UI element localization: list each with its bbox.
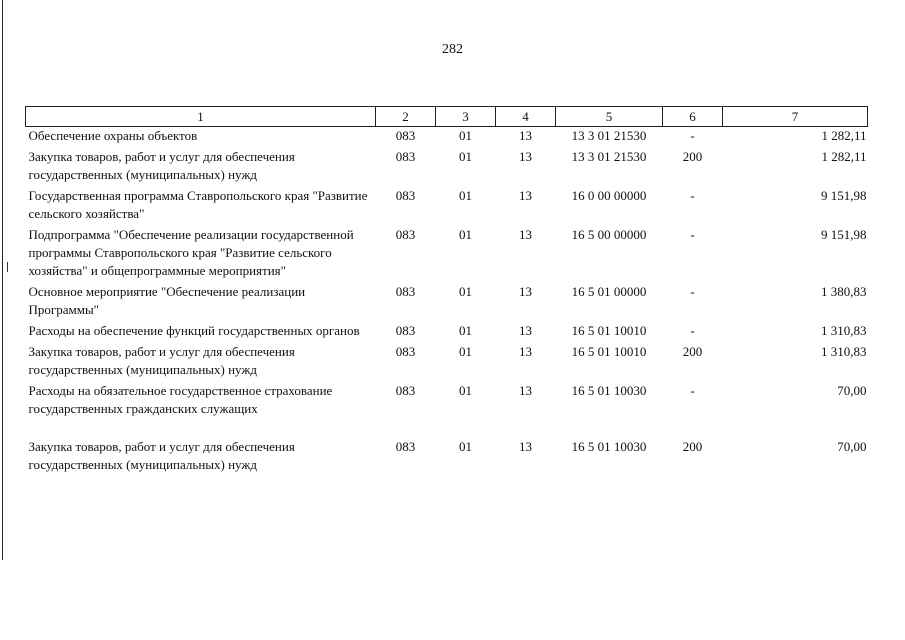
- row-section-code: 01: [459, 128, 472, 143]
- row-expense-type: -: [690, 188, 695, 203]
- table-row: [26, 343, 868, 382]
- header-col-5: 5: [556, 107, 663, 127]
- row-section-code: 01: [459, 149, 472, 164]
- left-margin-mark: [7, 262, 8, 272]
- row-subsection-code: 13: [519, 284, 532, 299]
- row-ministry-code: 083: [395, 383, 416, 398]
- row-section-code: 01: [459, 383, 472, 398]
- header-col-1: 1: [26, 107, 376, 127]
- row-target-article: 16 5 01 10030: [571, 383, 647, 398]
- row-section-code: 01: [459, 323, 472, 338]
- table-row: [26, 127, 868, 149]
- row-subsection-code: 13: [519, 323, 532, 338]
- row-expense-type: -: [690, 323, 695, 338]
- row-name: Государственная программа Ставропольского края "Развитие сельского хозяйства": [28, 188, 368, 221]
- row-amount: 70,00: [837, 439, 867, 454]
- row-target-article: 16 5 01 00000: [571, 284, 647, 299]
- row-expense-type: 200: [682, 439, 703, 454]
- table-row: [26, 382, 868, 438]
- row-section-code: 01: [459, 344, 472, 359]
- row-subsection-code: 13: [519, 344, 532, 359]
- row-subsection-code: 13: [519, 149, 532, 164]
- row-amount: 1 310,83: [821, 323, 867, 338]
- row-name: Закупка товаров, работ и услуг для обеспечения государственных (муниципальных) нужд: [28, 344, 295, 377]
- row-ministry-code: 083: [395, 149, 416, 164]
- row-subsection-code: 13: [519, 128, 532, 143]
- row-target-article: 16 5 01 10010: [571, 344, 647, 359]
- row-section-code: 01: [459, 284, 472, 299]
- table-row: [26, 148, 868, 187]
- table-row: [26, 322, 868, 343]
- row-amount: 70,00: [837, 383, 867, 398]
- row-name: Расходы на обеспечение функций государственных органов: [28, 323, 360, 338]
- row-ministry-code: 083: [395, 344, 416, 359]
- row-subsection-code: 13: [519, 383, 532, 398]
- row-subsection-code: 13: [519, 188, 532, 203]
- row-ministry-code: 083: [395, 128, 416, 143]
- row-target-article: 16 5 00 00000: [571, 227, 647, 242]
- row-target-article: 16 5 01 10010: [571, 323, 647, 338]
- row-amount: 1 282,11: [821, 149, 867, 164]
- row-target-article: 13 3 01 21530: [571, 128, 647, 143]
- row-target-article: 13 3 01 21530: [571, 149, 647, 164]
- row-name: Расходы на обязательное государственное страхование государственных гражданских служащих: [28, 383, 333, 416]
- row-expense-type: 200: [682, 344, 703, 359]
- row-amount: 9 151,98: [821, 188, 867, 203]
- header-col-4: 4: [496, 107, 556, 127]
- row-amount: 9 151,98: [821, 227, 867, 242]
- row-ministry-code: 083: [395, 323, 416, 338]
- row-amount: 1 310,83: [821, 344, 867, 359]
- row-expense-type: -: [690, 128, 695, 143]
- header-col-6: 6: [663, 107, 723, 127]
- table-row: [26, 226, 868, 283]
- row-target-article: 16 0 00 00000: [571, 188, 647, 203]
- row-ministry-code: 083: [395, 188, 416, 203]
- row-amount: 1 380,83: [821, 284, 867, 299]
- budget-table: [25, 106, 868, 477]
- table-row: [26, 283, 868, 322]
- left-margin-rule: [2, 0, 3, 560]
- row-expense-type: -: [690, 227, 695, 242]
- row-ministry-code: 083: [395, 439, 416, 454]
- row-expense-type: -: [690, 284, 695, 299]
- row-subsection-code: 13: [519, 439, 532, 454]
- row-section-code: 01: [459, 439, 472, 454]
- page-number: 282: [442, 42, 463, 57]
- row-section-code: 01: [459, 227, 472, 242]
- header-col-7: 7: [723, 107, 868, 127]
- row-expense-type: 200: [682, 149, 703, 164]
- row-name: Подпрограмма "Обеспечение реализации государственной программы Ставропольского края "Развитие сельского хозяйства" и общепрограммные мероприятия": [28, 227, 354, 278]
- row-name: Основное мероприятие "Обеспечение реализации Программы": [28, 284, 306, 317]
- table-row: [26, 438, 868, 477]
- row-name: Обеспечение охраны объектов: [28, 128, 198, 143]
- row-subsection-code: 13: [519, 227, 532, 242]
- row-name: Закупка товаров, работ и услуг для обеспечения государственных (муниципальных) нужд: [28, 149, 295, 182]
- row-section-code: 01: [459, 188, 472, 203]
- row-amount: 1 282,11: [821, 128, 867, 143]
- table-row: [26, 187, 868, 226]
- header-col-3: 3: [436, 107, 496, 127]
- header-col-2: 2: [376, 107, 436, 127]
- row-ministry-code: 083: [395, 284, 416, 299]
- row-target-article: 16 5 01 10030: [571, 439, 647, 454]
- row-expense-type: -: [690, 383, 695, 398]
- row-ministry-code: 083: [395, 227, 416, 242]
- row-name: Закупка товаров, работ и услуг для обеспечения государственных (муниципальных) нужд: [28, 439, 295, 472]
- table-header-row: [26, 107, 868, 127]
